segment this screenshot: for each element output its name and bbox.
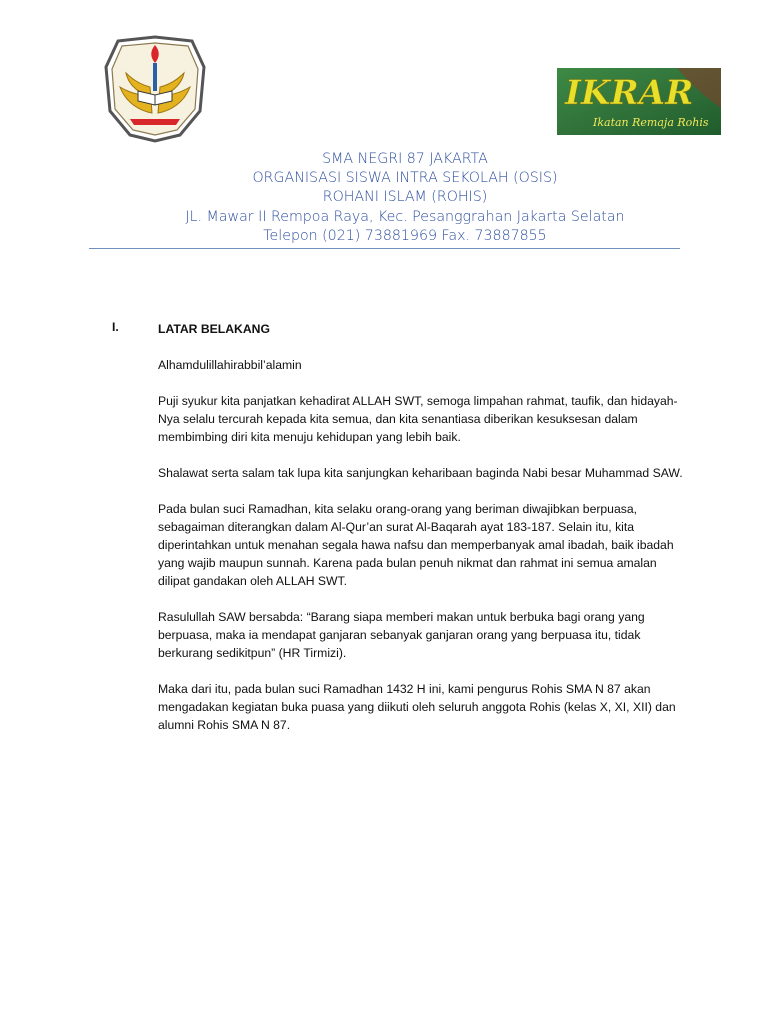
organization-name: ORGANISASI SISWA INTRA SEKOLAH (OSIS): [252, 170, 558, 187]
section-title: LATAR BELAKANG: [158, 322, 270, 336]
logo-title: IKRAR: [565, 73, 694, 113]
school-name: SMA NEGRI 87 JAKARTA: [322, 151, 488, 167]
header-divider: [89, 248, 680, 249]
address: JL. Mawar II Rempoa Raya, Kec. Pesanggrahan Jakarta Selatan: [185, 208, 625, 225]
logo-subtitle: Ikatan Remaja Rohis: [593, 116, 709, 129]
letterhead: [90, 150, 720, 246]
paragraph-opening: Alhamdulillahirabbil’alamin: [158, 358, 302, 372]
section-body: [158, 320, 683, 752]
paragraph-event: Maka dari itu, pada bulan suci Ramadhan 1432 H ini, kami pengurus Rohis SMA N 87 akan mengadakan kegiatan buka puasa yang diikuti oleh seluruh anggota Rohis (kelas X, XI, XII) dan alumni Rohis SMA N 87.: [158, 682, 676, 732]
school-emblem-icon: [100, 33, 210, 145]
section-number: I.: [112, 320, 119, 334]
phone-fax: Telepon (021) 73881969 Fax. 73887855: [263, 227, 547, 244]
paragraph-hadith: Rasulullah SAW bersabda: “Barang siapa memberi makan untuk berbuka bagi orang yang berpuasa, maka ia mendapat ganjaran sebanyak ganjaran orang yang berpuasa itu, tidak berkurang sedikitpun” (HR Tirmizi).: [158, 610, 645, 660]
paragraph-shalawat: Shalawat serta salam tak lupa kita sanjungkan keharibaan baginda Nabi besar Muhammad SAW.: [158, 466, 683, 480]
ikrar-logo: [557, 68, 721, 135]
paragraph-gratitude: Puji syukur kita panjatkan kehadirat ALLAH SWT, semoga limpahan rahmat, taufik, dan hidayah-Nya selalu tercurah kepada kita semua, dan kita senantiasa diberikan kesuksesan dalam membimbing diri kita menuju kehidupan yang lebih baik.: [158, 394, 678, 444]
paragraph-ramadhan: Pada bulan suci Ramadhan, kita selaku orang-orang yang beriman diwajibkan berpuasa, sebagaiman diterangkan dalam Al-Qur’an surat Al-Baqarah ayat 183-187. Selain itu, kita diperintahkan untuk menahan segala hawa nafsu dan memperbanyak amal ibadah, baik ibadah yang wajib maupun sunnah. Karena pada bulan penuh nikmat dan rahmat ini semua amalan dilipat gandakan oleh ALLAH SWT.: [158, 502, 674, 588]
unit-name: ROHANI ISLAM (ROHIS): [322, 189, 488, 206]
